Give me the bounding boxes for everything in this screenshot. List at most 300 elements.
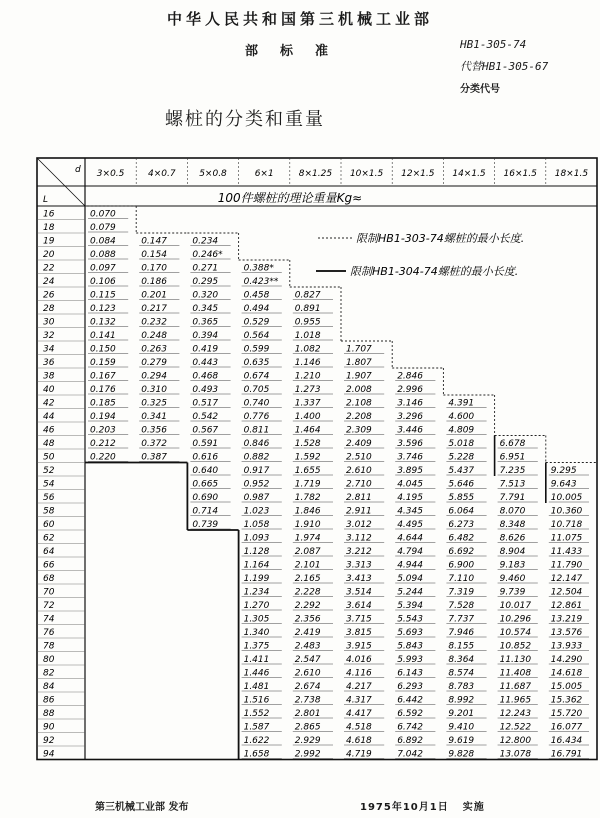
- weight-value: 0.493: [192, 385, 219, 395]
- weight-value: 13.933: [550, 641, 583, 652]
- weight-value: 9.619: [448, 736, 475, 746]
- weight-value: 0.115: [90, 290, 116, 301]
- length-value: 22: [43, 263, 55, 274]
- weight-value: 0.325: [141, 398, 167, 409]
- weight-value: 2.309: [346, 425, 372, 436]
- weight-value: 9.643: [550, 479, 577, 490]
- length-value: 92: [43, 736, 55, 746]
- weight-value: 1.340: [243, 628, 270, 638]
- length-value: 80: [43, 655, 55, 665]
- length-value: 30: [43, 317, 55, 328]
- weight-value: 0.279: [141, 358, 167, 368]
- weight-value: 0.635: [243, 358, 270, 368]
- weight-value: 10.718: [550, 520, 583, 530]
- weight-value: 3.915: [346, 641, 372, 652]
- length-value: 54: [43, 479, 55, 490]
- weight-value: 0.341: [141, 412, 167, 422]
- l-axis-label: L: [43, 195, 49, 205]
- weight-value: 0.443: [192, 358, 219, 368]
- weight-value: 1.707: [346, 344, 372, 355]
- weight-value: 0.468: [192, 371, 219, 382]
- weight-value: 4.045: [397, 479, 423, 490]
- weight-value: 2.547: [294, 655, 321, 665]
- weight-value: 3.895: [397, 466, 423, 476]
- weight-value: 4.719: [346, 749, 372, 760]
- weight-value: 0.132: [90, 317, 116, 328]
- weight-value: 13.576: [550, 628, 583, 638]
- length-value: 82: [43, 668, 55, 679]
- weight-value: 6.900: [448, 560, 475, 571]
- weight-value: 0.271: [192, 263, 219, 274]
- weight-value: 0.234: [192, 236, 219, 247]
- weight-value: 0.917: [243, 466, 270, 476]
- weight-value: 0.517: [192, 398, 219, 409]
- weight-value: 0.372: [141, 439, 167, 449]
- weight-value: 7.110: [448, 574, 475, 584]
- weight-value: 1.273: [294, 385, 321, 395]
- weight-value: 8.155: [448, 641, 475, 652]
- weight-value: 1.018: [294, 331, 321, 341]
- weight-value: 11.965: [499, 695, 532, 706]
- weight-value: 2.510: [346, 452, 372, 463]
- weight-value: 10.005: [550, 493, 583, 503]
- weight-value: 0.356: [141, 425, 167, 436]
- length-value: 28: [43, 304, 55, 314]
- weight-value: 4.345: [397, 506, 423, 517]
- weight-value: 2.610: [294, 668, 321, 679]
- weight-value: 1.270: [243, 601, 270, 611]
- weight-value: 0.185: [90, 398, 116, 409]
- weight-value: 0.159: [90, 358, 116, 368]
- table-subtitle: 100件螺桩的理论重量Kg≈: [217, 191, 363, 205]
- weight-value: 0.952: [243, 479, 270, 490]
- length-value: 64: [43, 547, 55, 557]
- weight-value: 15.720: [550, 709, 583, 719]
- thread-size-header: 8×1.25: [298, 169, 333, 179]
- weight-value: 4.600: [448, 412, 475, 422]
- length-value: 70: [43, 587, 55, 598]
- length-value: 58: [43, 506, 55, 517]
- weight-value: 0.640: [192, 466, 219, 476]
- weight-value: 0.891: [294, 304, 321, 314]
- weight-value: 3.296: [397, 412, 423, 422]
- weight-value: 5.646: [448, 479, 475, 490]
- weight-value: 0.194: [90, 412, 116, 422]
- length-value: 60: [43, 520, 55, 530]
- weight-value: 1.907: [346, 371, 372, 382]
- weight-value: 0.529: [243, 317, 270, 328]
- weight-value: 0.740: [243, 398, 270, 409]
- weight-value: 1.528: [294, 439, 321, 449]
- weight-value: 5.094: [397, 574, 423, 584]
- weight-value: 4.116: [346, 668, 372, 679]
- weight-value: 8.364: [448, 655, 475, 665]
- weight-value: 0.599: [243, 344, 270, 355]
- weight-value: 8.348: [499, 520, 526, 530]
- weight-value: 12.522: [499, 722, 532, 733]
- length-value: 68: [43, 574, 55, 584]
- weight-value: 7.528: [448, 601, 475, 611]
- weight-value: 8.904: [499, 547, 526, 557]
- weight-value: 0.310: [141, 385, 167, 395]
- weight-value: 0.263: [141, 344, 167, 355]
- weight-value: 5.437: [448, 466, 475, 476]
- publisher: 第三机械工业部 发布: [95, 802, 189, 813]
- weight-value: 0.882: [243, 452, 270, 463]
- weight-value: 1.516: [243, 695, 270, 706]
- ministry-heading: 中华人民共和国第三机械工业部: [166, 10, 433, 28]
- weight-value: 11.790: [550, 560, 583, 571]
- weight-value: 6.064: [448, 506, 475, 517]
- length-value: 66: [43, 560, 55, 571]
- weight-value: 6.742: [397, 722, 423, 733]
- weight-value: 2.992: [294, 749, 321, 760]
- weight-value: 0.564: [243, 331, 270, 341]
- weight-value: 1.481: [243, 682, 270, 692]
- weight-value: 5.843: [397, 641, 423, 652]
- weight-value: 1.375: [243, 641, 270, 652]
- length-value: 38: [43, 371, 55, 382]
- thread-size-header: 4×0.7: [148, 169, 176, 179]
- weight-value: 1.337: [294, 398, 321, 409]
- weight-value: 0.150: [90, 344, 116, 355]
- weight-value: 0.542: [192, 412, 219, 422]
- weight-value: 0.616: [192, 452, 219, 463]
- thread-size-header: 18×1.5: [554, 169, 589, 179]
- weight-value: 2.228: [294, 587, 321, 598]
- weight-value: 4.809: [448, 425, 475, 436]
- weight-value: 0.203: [90, 425, 116, 436]
- weight-value: 1.305: [243, 614, 270, 625]
- weight-value: 9.201: [448, 709, 475, 719]
- weight-value: 9.460: [499, 574, 526, 584]
- length-value: 24: [43, 277, 55, 287]
- weight-value: 14.618: [550, 668, 583, 679]
- weight-value: 0.147: [141, 236, 167, 247]
- weight-value: 4.195: [397, 493, 423, 503]
- weight-value: 2.292: [294, 601, 321, 611]
- weight-value: 9.183: [499, 560, 526, 571]
- weight-value: 1.910: [294, 520, 321, 530]
- weight-value: 5.228: [448, 452, 475, 463]
- weight-value: 8.574: [448, 668, 475, 679]
- weight-value: 2.008: [346, 385, 372, 395]
- length-value: 48: [43, 439, 55, 449]
- weight-value: 4.644: [397, 533, 423, 544]
- footer-date: [360, 798, 485, 813]
- weight-value: 0.345: [192, 304, 219, 314]
- weight-value: 2.738: [294, 695, 321, 706]
- length-value: 94: [43, 749, 55, 760]
- weight-value: 1.058: [243, 520, 270, 530]
- weight-value: 3.746: [397, 452, 423, 463]
- weight-value: 1.622: [243, 736, 270, 746]
- weight-value: 6.273: [448, 520, 475, 530]
- weight-value: 3.596: [397, 439, 423, 449]
- weight-value: 5.394: [397, 601, 423, 611]
- weight-value: 10.360: [550, 506, 583, 517]
- weight-value: 6.678: [499, 439, 526, 449]
- weight-value: 12.861: [550, 601, 583, 611]
- weight-value: 3.112: [346, 533, 372, 544]
- length-value: 56: [43, 493, 55, 503]
- weight-value: 3.715: [346, 614, 372, 625]
- weight-value: 11.433: [550, 547, 583, 557]
- weight-value: 11.687: [499, 682, 532, 692]
- weight-value: 13.078: [499, 749, 532, 760]
- weight-value: 6.951: [499, 452, 526, 463]
- weight-value: 1.400: [294, 412, 321, 422]
- weight-value: 0.394: [192, 331, 219, 341]
- length-value: 34: [43, 344, 55, 355]
- weight-value: 9.739: [499, 587, 526, 598]
- length-value: 42: [43, 398, 55, 409]
- weight-value: 16.434: [550, 736, 583, 746]
- category-code: 分类代号: [460, 84, 500, 95]
- weight-value: 1.807: [346, 358, 372, 368]
- weight-value: 0.154: [141, 250, 167, 260]
- weight-value: 2.409: [346, 439, 372, 449]
- weight-value: 0.419: [192, 344, 219, 355]
- weight-value: 2.483: [294, 641, 321, 652]
- weight-value: 1.552: [243, 709, 270, 719]
- weight-value: 0.674: [243, 371, 270, 382]
- weight-value: 4.794: [397, 547, 423, 557]
- weight-value: 1.587: [243, 722, 270, 733]
- weight-value: 2.929: [294, 736, 321, 746]
- weight-value: 16.791: [550, 749, 583, 760]
- length-value: 16: [43, 209, 55, 220]
- weight-value: 7.791: [499, 493, 526, 503]
- length-value: 76: [43, 628, 55, 638]
- weight-value: 14.290: [550, 655, 583, 665]
- weight-value: 0.201: [141, 290, 167, 301]
- weight-value: 1.719: [294, 479, 321, 490]
- thread-size-header: 3×0.5: [96, 169, 125, 179]
- weight-value: 1.082: [294, 344, 321, 355]
- length-value: 62: [43, 533, 55, 544]
- weight-value: 10.296: [499, 614, 532, 625]
- weight-value: 4.016: [346, 655, 372, 665]
- length-value: 72: [43, 601, 55, 611]
- weight-value: 15.005: [550, 682, 583, 692]
- length-value: 44: [43, 412, 55, 422]
- length-value: 74: [43, 614, 55, 625]
- length-value: 46: [43, 425, 55, 436]
- length-value: 86: [43, 695, 55, 706]
- weight-value: 3.614: [346, 601, 372, 611]
- weight-value: 7.946: [448, 628, 475, 638]
- thread-size-header: 12×1.5: [401, 169, 435, 179]
- weight-value: 1.128: [243, 547, 270, 557]
- weight-value: 0.097: [90, 263, 116, 274]
- weight-value: 10.574: [499, 628, 532, 638]
- standard-code: HB1-305-74: [460, 38, 527, 51]
- weight-value: 0.827: [294, 290, 321, 301]
- weight-value: 0.070: [90, 209, 116, 220]
- weight-value: 0.987: [243, 493, 270, 503]
- weight-value: 0.294: [141, 371, 167, 382]
- weight-value: 5.993: [397, 655, 423, 665]
- weight-value: 0.320: [192, 290, 219, 301]
- thread-size-header: 5×0.8: [199, 169, 227, 179]
- weight-value: 0.365: [192, 317, 219, 328]
- weight-value: 0.387: [141, 452, 167, 463]
- weight-value: 7.737: [448, 614, 475, 625]
- weight-value: 3.514: [346, 587, 372, 598]
- weight-value: 9.295: [550, 466, 577, 476]
- length-value: 88: [43, 709, 55, 719]
- weight-value: 4.944: [397, 560, 423, 571]
- weight-value: 5.543: [397, 614, 423, 625]
- weight-value: 2.674: [294, 682, 321, 692]
- weight-value: 3.146: [397, 398, 423, 409]
- weight-value: 4.518: [346, 722, 372, 733]
- effective-label: 实施: [462, 802, 485, 813]
- weight-value: 0.220: [90, 452, 116, 463]
- weight-value: 1.164: [243, 560, 270, 571]
- weight-value: 4.391: [448, 398, 475, 409]
- weight-value: 1.974: [294, 533, 321, 544]
- weight-value: 5.693: [397, 628, 423, 638]
- weight-value: 0.217: [141, 304, 167, 314]
- weight-value: 2.911: [346, 506, 372, 517]
- weight-value: 0.246*: [192, 250, 223, 260]
- weight-value: 11.408: [499, 668, 532, 679]
- weight-value: 6.892: [397, 736, 423, 746]
- weight-value: 1.234: [243, 587, 270, 598]
- weight-value: 0.248: [141, 331, 167, 341]
- weight-value: 0.423**: [243, 277, 279, 287]
- weight-value: 11.075: [550, 533, 583, 544]
- weight-value: 1.411: [243, 655, 270, 665]
- weight-value: 2.101: [294, 560, 321, 571]
- weight-value: 1.093: [243, 533, 270, 544]
- weight-value: 0.079: [90, 223, 116, 233]
- weight-value: 8.070: [499, 506, 526, 517]
- weight-value: 8.992: [448, 695, 475, 706]
- weight-value: 3.313: [346, 560, 372, 571]
- weight-value: 9.828: [448, 749, 475, 760]
- length-value: 18: [43, 223, 55, 233]
- weight-value: 1.846: [294, 506, 321, 517]
- length-value: 52: [43, 466, 55, 476]
- length-value: 84: [43, 682, 55, 692]
- weight-value: 0.567: [192, 425, 219, 436]
- weight-value: 2.165: [294, 574, 321, 584]
- weight-value: 4.317: [346, 695, 372, 706]
- weight-value: 1.146: [294, 358, 321, 368]
- weight-value: 6.592: [397, 709, 423, 719]
- weight-value: 1.464: [294, 425, 321, 436]
- weight-value: 10.852: [499, 641, 532, 652]
- weight-value: 2.108: [346, 398, 372, 409]
- weight-value: 0.690: [192, 493, 219, 503]
- weight-value: 7.042: [397, 749, 423, 760]
- length-value: 20: [43, 250, 55, 260]
- weight-value: 2.710: [346, 479, 372, 490]
- weight-value: 12.147: [550, 574, 583, 584]
- weight-value: 0.714: [192, 506, 219, 517]
- weight-value: 0.295: [192, 277, 219, 287]
- document-title: 螺桩的分类和重量: [165, 109, 325, 130]
- weight-value: 0.176: [90, 385, 116, 395]
- weight-value: 4.495: [397, 520, 423, 530]
- weight-value: 4.618: [346, 736, 372, 746]
- weight-value: 2.610: [346, 466, 372, 476]
- weight-value: 12.504: [550, 587, 583, 598]
- weight-value: 0.739: [192, 520, 219, 530]
- weight-value: 13.219: [550, 614, 583, 625]
- weight-value: 2.419: [294, 628, 321, 638]
- weight-value: 3.012: [346, 520, 372, 530]
- weight-value: 1.592: [294, 452, 321, 463]
- thread-size-header: 10×1.5: [349, 169, 384, 179]
- weight-value: 3.212: [346, 547, 372, 557]
- weight-value: 5.018: [448, 439, 475, 449]
- legend: [316, 232, 524, 278]
- weight-value: 4.417: [346, 709, 372, 719]
- weight-value: 2.801: [294, 709, 321, 719]
- weight-value: 4.217: [346, 682, 372, 692]
- weight-value: 0.170: [141, 263, 167, 274]
- weight-value: 0.106: [90, 277, 116, 287]
- weight-value: 7.319: [448, 587, 475, 598]
- weight-value: 2.087: [294, 547, 321, 557]
- weight-value: 2.846: [397, 371, 423, 382]
- weight-value: 10.017: [499, 601, 532, 611]
- weight-value: 1.446: [243, 668, 270, 679]
- weight-value: 3.413: [346, 574, 372, 584]
- replaces-code: 代替HB1-305-67: [460, 60, 549, 73]
- weight-value: 8.783: [448, 682, 475, 692]
- implementation-date: 1975年10月1日: [360, 802, 449, 813]
- weight-value: 0.167: [90, 371, 116, 382]
- weight-value: 0.665: [192, 479, 219, 490]
- weight-value: 2.865: [294, 722, 321, 733]
- weight-value: 5.855: [448, 493, 475, 503]
- weight-value: 0.232: [141, 317, 167, 328]
- weight-value: 6.692: [448, 547, 475, 557]
- d-axis-label: d: [75, 165, 81, 175]
- weight-value: 1.210: [294, 371, 321, 382]
- weight-value: 0.088: [90, 250, 116, 260]
- weight-value: 0.212: [90, 439, 116, 449]
- weight-value: 11.130: [499, 655, 532, 665]
- length-value: 78: [43, 641, 55, 652]
- weight-value: 0.811: [243, 425, 270, 436]
- weight-value: 0.084: [90, 236, 116, 247]
- legend-dotted-text: 限制HB1-303-74螺桩的最小长度.: [356, 232, 525, 245]
- length-value: 26: [43, 290, 55, 301]
- weight-value: 0.123: [90, 304, 116, 314]
- standard-type: 部标准: [245, 44, 351, 59]
- length-value: 19: [43, 236, 55, 247]
- thread-size-header: 14×1.5: [452, 169, 486, 179]
- length-value: 90: [43, 722, 55, 733]
- weight-value: 0.705: [243, 385, 270, 395]
- weight-value: 0.186: [141, 277, 167, 287]
- weight-value: 2.356: [294, 614, 321, 625]
- weight-value: 8.626: [499, 533, 526, 544]
- length-value: 40: [43, 385, 55, 395]
- length-value: 50: [43, 452, 55, 463]
- weight-value: 0.458: [243, 290, 270, 301]
- weight-value: 0.776: [243, 412, 270, 422]
- weight-value: 6.442: [397, 695, 423, 706]
- weight-value: 12.800: [499, 736, 532, 746]
- weight-value: 6.293: [397, 682, 423, 692]
